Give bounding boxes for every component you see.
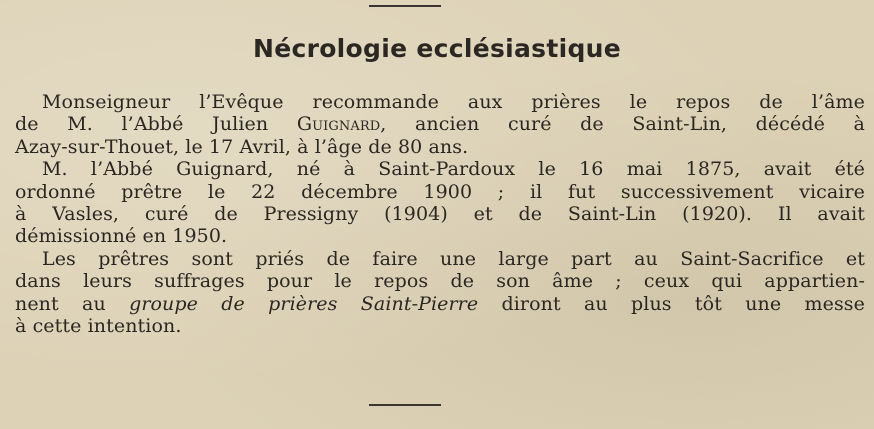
paragraph-3-line-3-start: nent au [15,292,130,315]
paragraph-3-line-2: dans leurs suffrages pour le repos de son âme ; ceux qui appartien- [15,270,865,293]
paragraph-1-line-1: Monseigneur l’Evêque recommande aux prières le repos de l’âme [42,91,865,113]
paragraph-3-line-3-end: diront au plus tôt une messe [478,292,865,315]
priest-surname: Guignard [296,113,381,136]
paragraph-2-line-3: à Vasles, curé de Pressigny (1904) et de Saint-Lin (1920). Il avait [15,202,865,225]
paragraph-2-line-4: démissionné en 1950. [15,225,228,248]
paragraph-1-line-2 [15,113,865,135]
paragraph-1-line-2-start: de M. l’Abbé Julien [15,113,297,136]
paragraph-2-line-1: M. l’Abbé Guignard, né à Saint-Pardoux le 16 mai 1875, avait été [42,158,865,181]
paragraph-2-line-2: ordonné prêtre le 22 décembre 1900 ; il fut successivement vicaire [15,180,865,203]
paragraph-3-line-4: à cette intention. [15,314,182,337]
bottom-divider-rule [369,404,441,406]
paragraph-3-line-1: Les prêtres sont priés de faire une large part au Saint-Sacrifice et [42,247,865,270]
paragraph-1-line-3: Azay-sur-Thouet, le 17 Avril, à l’âge de 80 ans. [15,135,469,158]
prayer-group-name: groupe de prières Saint-Pierre [129,292,479,315]
paragraph-3-line-3 [15,293,865,315]
paragraph-1-line-2-end: , ancien curé de Saint-Lin, décédé à [380,113,865,136]
top-divider-rule [369,5,441,7]
article-body [15,91,865,337]
article-title: Nécrologie ecclésiastique [252,34,622,63]
